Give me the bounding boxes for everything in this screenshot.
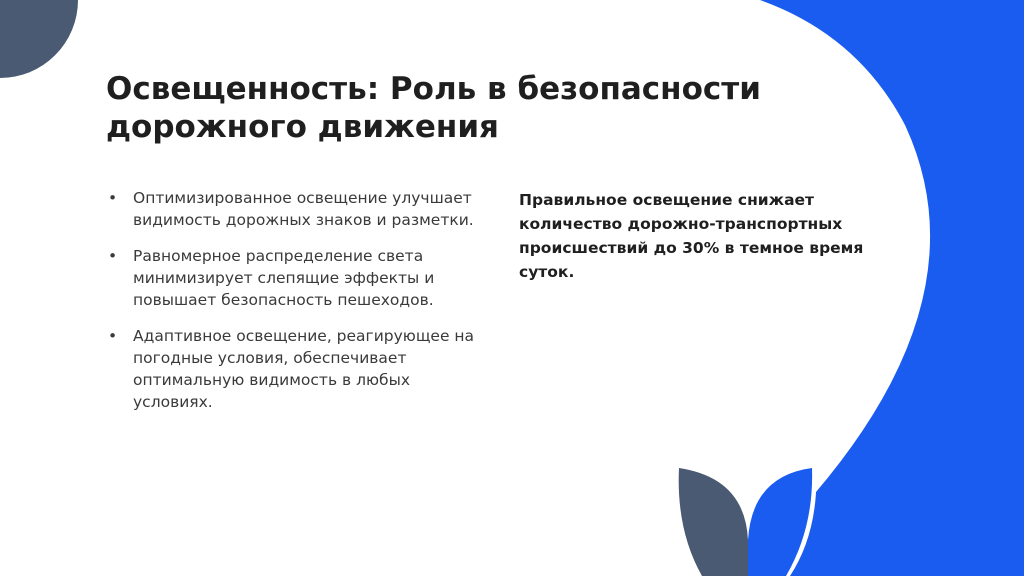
bullet-item [108,245,480,311]
bullet-item [108,187,480,231]
slate-petal-shape [679,468,748,576]
bullet-marker: • [108,189,118,207]
bullet-list [108,187,480,427]
slide-title: Освещенность: Роль в безопасности дорожного движения [106,71,761,145]
bullet-item [108,325,480,413]
slate-corner-circle [0,0,78,78]
bullet-marker: • [108,247,118,265]
bullet-text: Адаптивное освещение, реагирующее на погодные условия, обеспечивает оптимальную видимость в любых условиях. [133,327,475,411]
callout-statistic: Правильное освещение снижает количество дорожно-транспортных происшествий до 30% в темное время суток. [519,191,864,281]
bullet-marker: • [108,327,118,345]
bullet-text: Равномерное распределение света минимизирует слепящие эффекты и повышает безопасность пешеходов. [133,247,435,309]
bullet-text: Оптимизированное освещение улучшает видимость дорожных знаков и разметки. [133,189,474,229]
